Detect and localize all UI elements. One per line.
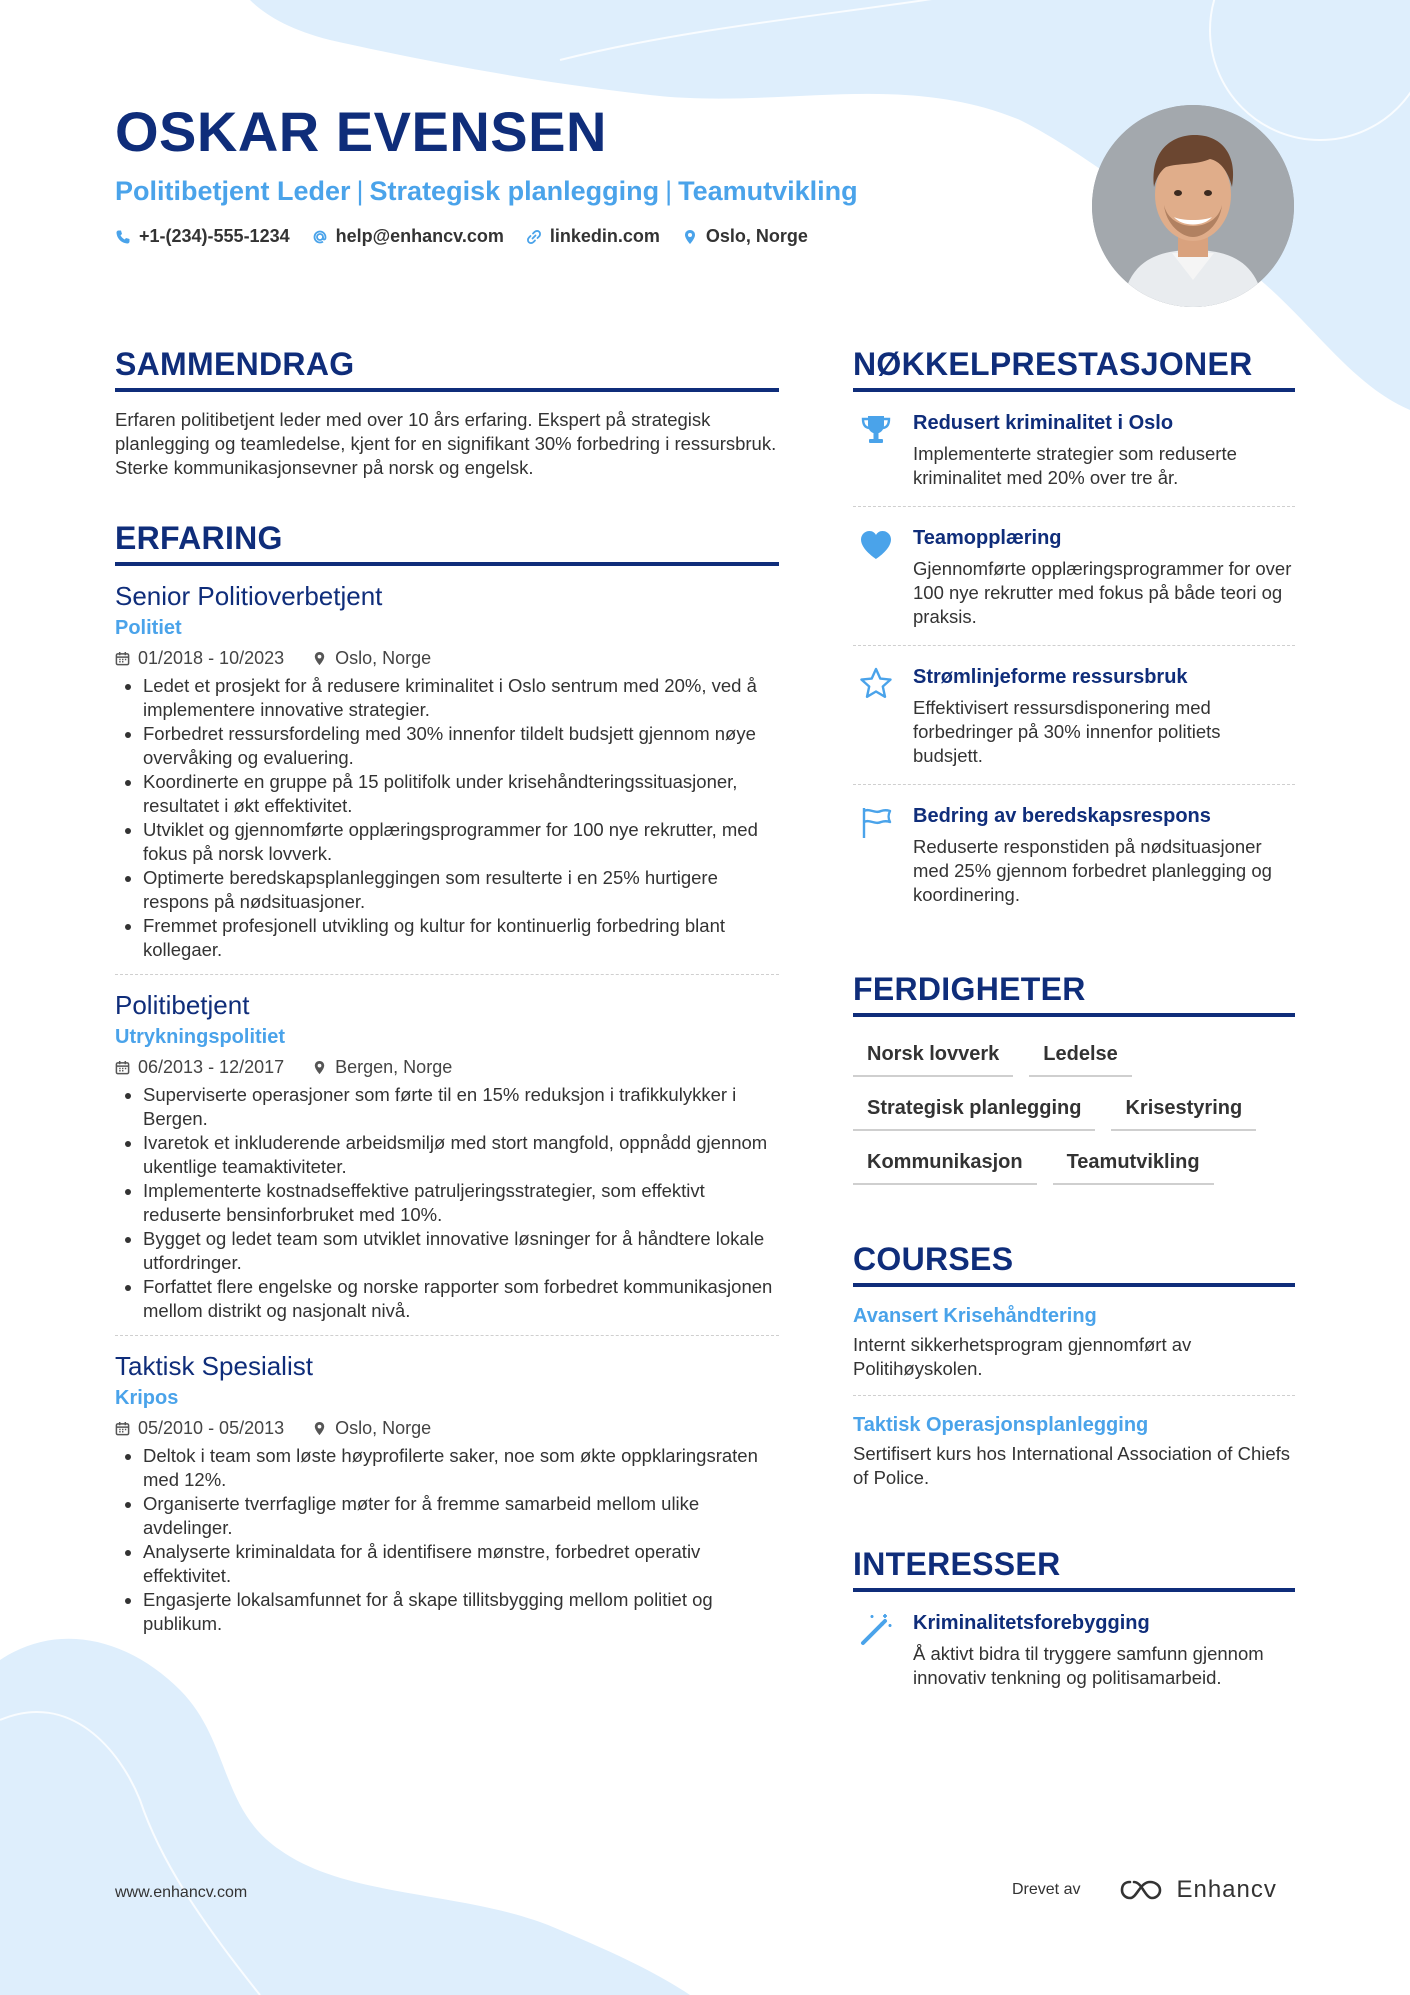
calendar-icon [115, 651, 130, 666]
course-item [853, 1287, 1295, 1396]
magic-wand-icon [858, 1612, 894, 1648]
courses-section [853, 1239, 1295, 1504]
job-meta [115, 1055, 779, 1079]
job-entry [115, 1336, 779, 1648]
list-item: Organiserte tverrfaglige møter for å fremme samarbeid mellom ulike avdelinger. [115, 1492, 779, 1540]
summary-text: Erfaren politibetjent leder med over 10 års erfaring. Ekspert på strategisk planlegging og teamledelse, kjent for en signifikant 30% forbedring i ressursbruk. Sterke kommunikasjonsevner på norsk og engelsk. [115, 409, 777, 478]
interests-section [853, 1544, 1295, 1706]
email-address: help@enhancv.com [335, 226, 504, 246]
flag-icon [858, 805, 894, 841]
contact-email[interactable] [312, 226, 504, 247]
job-title: Politibetjent [115, 990, 250, 1020]
achievement-title: Redusert kriminalitet i Oslo [913, 412, 1174, 434]
contact-phone[interactable] [115, 226, 290, 247]
job-location-text: Oslo, Norge [335, 648, 432, 668]
section-title: SAMMENDRAG [115, 344, 779, 392]
list-item: Optimerte beredskapsplanleggingen som resulterte i en 25% hurtigere respons på nødsituasjoner. [115, 866, 779, 914]
phone-icon [115, 229, 131, 245]
skill-tag: Ledelse [1029, 1035, 1131, 1077]
avatar [1092, 105, 1294, 307]
job-dates [115, 646, 284, 670]
experience-section [115, 518, 779, 1648]
list-item: Utviklet og gjennomførte opplæringsprogrammer for 100 nye rekrutter, med fokus på norsk lovverk. [115, 818, 779, 866]
job-location-text: Oslo, Norge [335, 1418, 432, 1438]
job-dates [115, 1416, 284, 1440]
list-item: Analyserte kriminaldata for å identifisere mønstre, forbedret operativ effektivitet. [115, 1540, 779, 1588]
job-dates-text: 06/2013 - 12/2017 [138, 1057, 285, 1077]
section-title: NØKKELPRESTASJONER [853, 344, 1295, 392]
skill-tag: Teamutvikling [1053, 1143, 1214, 1185]
job-location [312, 1416, 431, 1440]
profile-photo-icon [1092, 105, 1294, 307]
list-item: Koordinerte en gruppe på 15 politifolk under krisehåndteringssituasjoner, resultatet i økt effektivitet. [115, 770, 779, 818]
job-company: Politiet [115, 617, 182, 639]
job-title: Taktisk Spesialist [115, 1351, 313, 1381]
achievements-section [853, 344, 1295, 923]
list-item: Implementerte kostnadseffektive patruljeringsstrategier, som effektivt reduserte bensinforbruket med 10%. [115, 1179, 779, 1227]
course-item [853, 1396, 1295, 1504]
headline-item: Strategisk planlegging [369, 176, 660, 206]
powered-by-label: Drevet av [1012, 1881, 1081, 1898]
job-dates-text: 05/2010 - 05/2013 [138, 1418, 285, 1438]
interest-title: Kriminalitetsforebygging [913, 1612, 1150, 1634]
job-bullets [115, 1444, 779, 1636]
list-item: Forbedret ressursfordeling med 30% innenfor tildelt budsjett gjennom nøye overvåking og evaluering. [115, 722, 779, 770]
brand-name: Enhancv [1176, 1876, 1277, 1903]
brand-logo[interactable] [1120, 1876, 1276, 1904]
link-icon [526, 229, 542, 245]
section-title: COURSES [853, 1239, 1295, 1287]
achievement-desc: Implementerte strategier som reduserte kriminalitet med 20% over tre år. [913, 443, 1237, 488]
list-item: Engasjerte lokalsamfunnet for å skape tillitsbygging mellom politiet og publikum. [115, 1588, 779, 1636]
trophy-icon [858, 412, 894, 448]
left-column [115, 344, 779, 1686]
list-item: Ivaretok et inkluderende arbeidsmiljø med stort mangfold, oppnådd gjennom ukentlige teamaktiviteter. [115, 1131, 779, 1179]
job-company: Utrykningspolitiet [115, 1026, 286, 1048]
resume-header [115, 100, 1075, 247]
list-item: Superviserte operasjoner som førte til en 15% reduksjon i trafikkulykker i Bergen. [115, 1083, 779, 1131]
star-icon [858, 666, 894, 702]
contact-linkedin[interactable] [526, 226, 660, 247]
calendar-icon [115, 1421, 130, 1436]
job-meta [115, 1416, 779, 1440]
skill-tag: Krisestyring [1111, 1089, 1256, 1131]
achievement-item [853, 507, 1295, 646]
achievement-desc: Gjennomførte opplæringsprogrammer for over 100 nye rekrutter med fokus på både teori og praksis. [913, 558, 1292, 627]
heart-icon [858, 527, 894, 563]
phone-number: +1-(234)-555-1234 [139, 226, 290, 246]
right-column [853, 344, 1295, 1744]
section-title: FERDIGHETER [853, 969, 1295, 1017]
job-entry [115, 566, 779, 975]
skill-tag: Kommunikasjon [853, 1143, 1037, 1185]
summary-section [115, 344, 779, 480]
job-entry [115, 975, 779, 1336]
achievement-title: Teamopplæring [913, 527, 1062, 549]
list-item: Deltok i team som løste høyprofilerte saker, noe som økte oppklaringsraten med 12%. [115, 1444, 779, 1492]
list-item: Bygget og ledet team som utviklet innovative løsninger for å håndtere lokale utfordringer. [115, 1227, 779, 1275]
achievement-item [853, 392, 1295, 507]
course-desc: Internt sikkerhetsprogram gjennomført av Politihøyskolen. [853, 1334, 1192, 1379]
achievement-title: Strømlinjeforme ressursbruk [913, 666, 1188, 688]
contact-location [682, 226, 808, 247]
list-item: Ledet et prosjekt for å redusere kriminalitet i Oslo sentrum med 20%, ved å implementere innovative strategier. [115, 674, 779, 722]
location-pin-icon [312, 651, 327, 666]
footer-branding [1012, 1876, 1277, 1904]
job-location [312, 646, 431, 670]
section-title: ERFARING [115, 518, 779, 566]
job-dates-text: 01/2018 - 10/2023 [138, 648, 285, 668]
location-pin-icon [312, 1060, 327, 1075]
course-title: Avansert Krisehåndtering [853, 1305, 1097, 1327]
location-pin-icon [682, 229, 698, 245]
at-icon [312, 229, 328, 245]
skill-tag: Norsk lovverk [853, 1035, 1013, 1077]
location-text: Oslo, Norge [705, 226, 808, 246]
skills-list [853, 1035, 1295, 1185]
achievement-item [853, 785, 1295, 923]
course-desc: Sertifisert kurs hos International Association of Chiefs of Police. [853, 1443, 1291, 1488]
job-location-text: Bergen, Norge [335, 1057, 453, 1077]
headline-separator: | [665, 176, 673, 206]
contact-bar [115, 226, 1075, 247]
achievement-title: Bedring av beredskapsrespons [913, 805, 1211, 827]
list-item: Forfattet flere engelske og norske rapporter som forbedret kommunikasjonen mellom distrikt og nasjonalt nivå. [115, 1275, 779, 1323]
skills-section [853, 969, 1295, 1185]
achievement-desc: Reduserte responstiden på nødsituasjoner med 25% gjennom forbedret planlegging og koordinering. [913, 836, 1272, 905]
list-item: Fremmet profesjonell utvikling og kultur for kontinuerlig forbedring blant kollegaer. [115, 914, 779, 962]
enhancv-logo-icon [1120, 1878, 1166, 1902]
interest-desc: Å aktivt bidra til tryggere samfunn gjennom innovativ tenkning og politisamarbeid. [913, 1643, 1264, 1688]
skill-tag: Strategisk planlegging [853, 1089, 1095, 1131]
section-title: INTERESSER [853, 1544, 1295, 1592]
job-location [312, 1055, 452, 1079]
job-company: Kripos [115, 1387, 179, 1409]
job-dates [115, 1055, 284, 1079]
headline-item: Politibetjent Leder [115, 176, 351, 206]
job-bullets [115, 1083, 779, 1323]
job-title: Senior Politioverbetjent [115, 581, 383, 611]
achievement-desc: Effektivisert ressursdisponering med forbedringer på 30% innenfor politiets budsjett. [913, 697, 1221, 766]
location-pin-icon [312, 1421, 327, 1436]
course-title: Taktisk Operasjonsplanlegging [853, 1414, 1149, 1436]
job-meta [115, 646, 779, 670]
headline [115, 174, 1075, 208]
footer-website[interactable]: www.enhancv.com [115, 1884, 248, 1901]
linkedin-link: linkedin.com [549, 226, 660, 246]
achievement-item [853, 646, 1295, 785]
candidate-name: OSKAR EVENSEN [115, 100, 607, 163]
headline-item: Teamutvikling [678, 176, 858, 206]
job-bullets [115, 674, 779, 962]
interest-item [853, 1592, 1295, 1706]
calendar-icon [115, 1060, 130, 1075]
headline-separator: | [356, 176, 364, 206]
